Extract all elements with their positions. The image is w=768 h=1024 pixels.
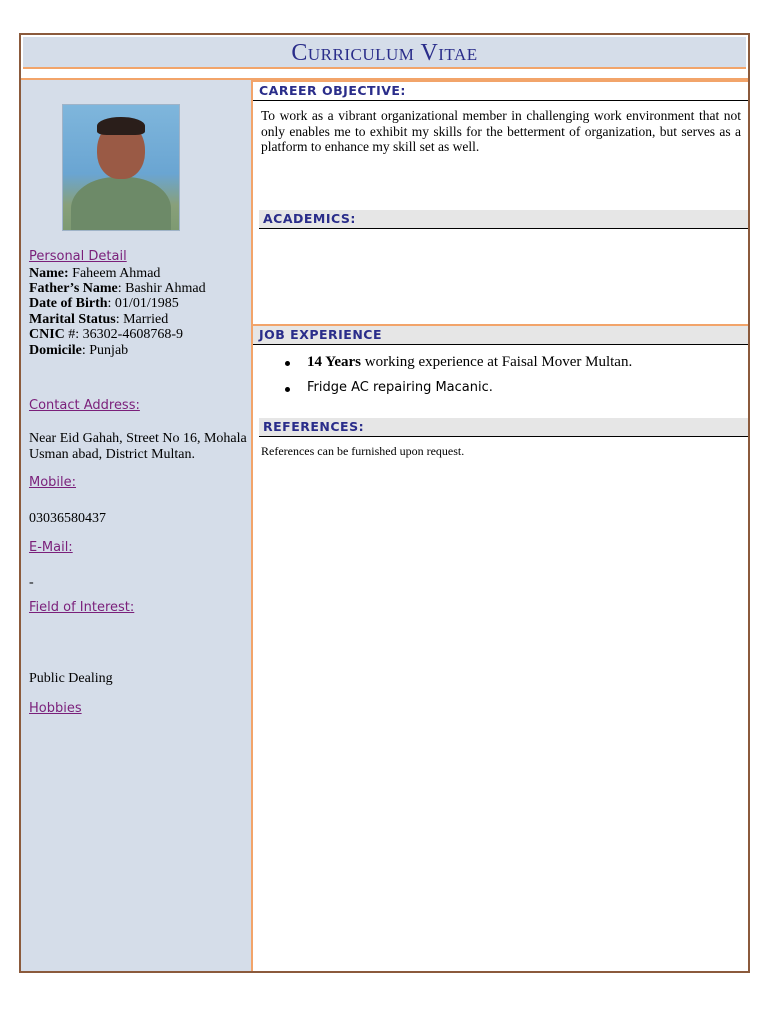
job-experience-heading: JOB EXPERIENCE <box>253 324 748 345</box>
name-row: Name: Faheem Ahmad <box>29 266 161 281</box>
cnic-row: CNIC #: 36302-4608768-9 <box>29 327 183 342</box>
references-text: References can be furnished upon request. <box>261 444 465 458</box>
domicile-row: Domicile: Punjab <box>29 343 129 358</box>
cv-title: Curriculum Vitae <box>23 37 746 69</box>
email-value: - <box>29 575 34 590</box>
list-item: 14 Years working experience at Faisal Mover Multan. <box>283 354 632 371</box>
job-experience-list <box>283 354 632 404</box>
cv-page <box>19 33 750 973</box>
personal-detail-heading: Personal Detail <box>29 249 127 264</box>
career-objective-text: To work as a vibrant organizational member in challenging work environment that not only enables me to exhibit my skills for the betterment of organization, but serves as a platform to enhance my skill set as well. <box>261 108 741 154</box>
sidebar <box>21 80 253 971</box>
academics-heading: ACADEMICS: <box>259 210 748 229</box>
email-heading: E-Mail: <box>29 540 73 555</box>
mobile-heading: Mobile: <box>29 475 77 490</box>
career-objective-heading: CAREER OBJECTIVE: <box>253 80 748 101</box>
profile-photo <box>62 104 180 231</box>
address-text: Near Eid Gahah, Street No 16, Mohala Usman abad, District Multan. <box>29 431 247 462</box>
contact-address-heading: Contact Address: <box>29 398 140 413</box>
dob-row: Date of Birth: 01/01/1985 <box>29 296 179 311</box>
main-content <box>253 80 748 971</box>
field-of-interest-heading: Field of Interest: <box>29 600 135 615</box>
hobbies-heading: Hobbies <box>29 701 82 716</box>
marital-status-row: Marital Status: Married <box>29 312 169 327</box>
list-item: Fridge AC repairing Macanic. <box>283 380 632 395</box>
mobile-value: 03036580437 <box>29 511 106 526</box>
interest-value: Public Dealing <box>29 671 113 686</box>
title-divider <box>21 70 748 80</box>
references-heading: REFERENCES: <box>259 418 748 437</box>
father-name-row: Father’s Name: Bashir Ahmad <box>29 281 206 296</box>
